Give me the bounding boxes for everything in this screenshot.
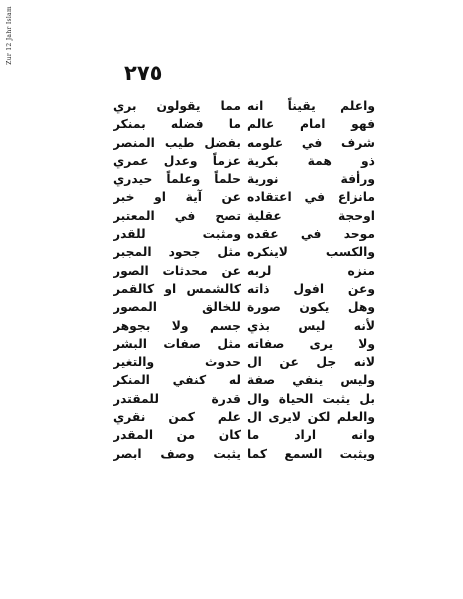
second-hemistich: عزماً وعدل عمري: [113, 153, 241, 168]
verse-line: [113, 97, 375, 115]
verse-line: [113, 115, 375, 133]
verse-line: [113, 390, 375, 408]
verse-line: [113, 335, 375, 353]
verse-line: [113, 225, 375, 243]
second-hemistich: قدرة للمقتدر: [113, 391, 241, 406]
second-hemistich: له كنفي المنكر: [113, 373, 241, 388]
second-hemistich: ومثبت للقدر: [113, 227, 241, 242]
page-number: ٢٧٥: [124, 61, 163, 85]
first-hemistich: وعن افول ذاته: [247, 281, 375, 296]
verse-line: [113, 408, 375, 426]
second-hemistich: علم كمن نقري: [113, 410, 241, 425]
verse-line: [113, 207, 375, 225]
first-hemistich: لانه جل عن ال: [247, 355, 375, 370]
first-hemistich: شرف في علومه: [247, 135, 375, 150]
first-hemistich: بل يثبت الحياة وال: [247, 391, 375, 406]
verse-line: [113, 170, 375, 188]
verse-line: [113, 298, 375, 316]
first-hemistich: ذو همة بكرية: [247, 153, 375, 168]
first-hemistich: ورأفة نورية: [247, 172, 375, 187]
second-hemistich: مثل صفات البشر: [113, 336, 241, 351]
second-hemistich: للخالق المصور: [113, 300, 241, 315]
verse-line: [113, 445, 375, 463]
verse-line: [113, 371, 375, 389]
verse-line: [113, 317, 375, 335]
verse-line: [113, 280, 375, 298]
second-hemistich: عن آية او خبر: [113, 190, 241, 205]
first-hemistich: منزه لربه: [247, 263, 375, 278]
second-hemistich: حدوث والتغير: [113, 355, 241, 370]
verse-line: [113, 262, 375, 280]
second-hemistich: مما يقولون بري: [113, 99, 241, 113]
first-hemistich: مانزاع في اعتقاده: [247, 190, 375, 205]
first-hemistich: لأنه ليس بذي: [247, 318, 375, 333]
second-hemistich: يثبت وصف ابصر: [113, 446, 241, 461]
first-hemistich: ويثبت السمع كما: [247, 446, 375, 461]
poem: [113, 97, 375, 463]
second-hemistich: حلماً وعلماً حيدري: [113, 172, 241, 187]
verse-line: [113, 188, 375, 206]
second-hemistich: مثل جحود المجبر: [113, 245, 241, 260]
first-hemistich: والكسب لاينكره: [247, 245, 375, 260]
first-hemistich: وانه اراد ما: [247, 428, 375, 443]
first-hemistich: ولا يرى صفاته: [247, 336, 375, 351]
second-hemistich: عن محدثات الصور: [113, 263, 241, 278]
verse-line: [113, 426, 375, 444]
first-hemistich: فهو امام عالم: [247, 117, 375, 132]
verse-line: [113, 353, 375, 371]
second-hemistich: تصح في المعتبر: [113, 208, 241, 223]
second-hemistich: كان من المقدر: [113, 428, 241, 443]
first-hemistich: وهل يكون صورة: [247, 300, 375, 315]
first-hemistich: واعلم يقيناً انه: [247, 99, 375, 113]
second-hemistich: جسم ولا بجوهر: [113, 318, 241, 333]
second-hemistich: ما فضله بمنكر: [113, 117, 241, 132]
first-hemistich: وليس ينفي صفة: [247, 373, 375, 388]
first-hemistich: والعلم لكن لايرى ال: [247, 410, 375, 425]
verse-line: [113, 152, 375, 170]
second-hemistich: كالشمس او كالقمر: [113, 281, 241, 296]
verse-line: [113, 134, 375, 152]
side-label: Zur 12 Jahr Islam: [6, 6, 13, 65]
second-hemistich: بفضل طيب المنصر: [113, 135, 241, 150]
first-hemistich: موحد في عقده: [247, 227, 375, 242]
first-hemistich: اوحجة عقلية: [247, 208, 375, 223]
verse-line: [113, 243, 375, 261]
